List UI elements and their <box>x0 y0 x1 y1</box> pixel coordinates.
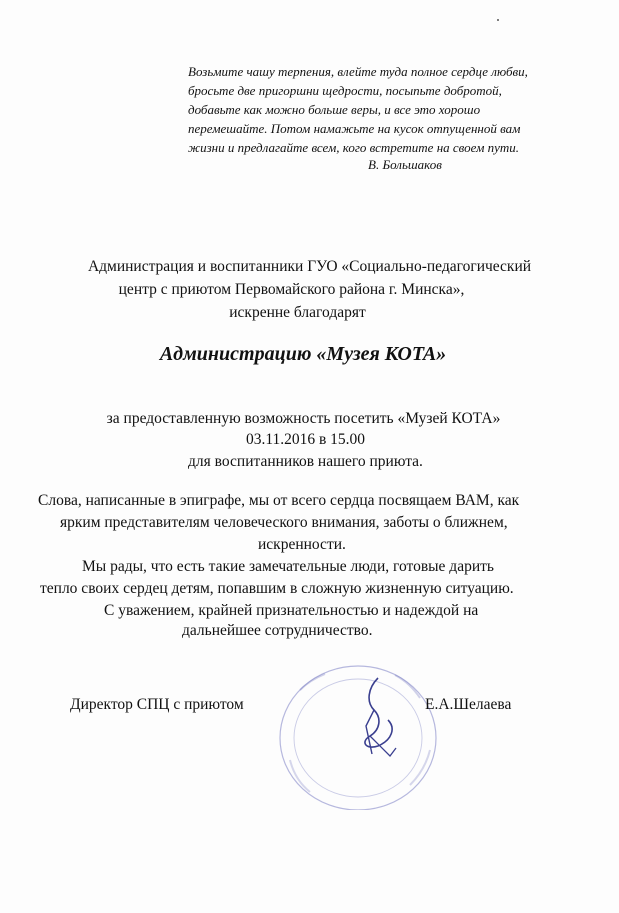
epigraph <box>188 62 588 157</box>
signature-title: Директор СПЦ с приютом <box>70 696 244 713</box>
body-line: дальнейшее сотрудничество. <box>182 622 373 639</box>
body-line: Слова, написанные в эпиграфе, мы от всего сердца посвящаем ВАМ, как <box>38 492 520 509</box>
epigraph-line: Возьмите чашу терпения, влейте туда полное сердце любви, <box>188 64 528 79</box>
handwritten-signature <box>365 678 396 756</box>
body-line: Мы рады, что есть такие замечательные люди, готовые дарить <box>82 558 494 575</box>
body-line: тепло своих сердец детям, попавшим в сложную жизненную ситуацию. <box>40 580 514 597</box>
body-line: ярким представителям человеческого внимания, заботы о ближнем, <box>60 514 508 531</box>
header-line: искренне благодарят <box>229 304 366 321</box>
signatory-name: Е.А.Шелаева <box>425 696 512 713</box>
header-line: Администрация и воспитанники ГУО «Социально-педагогический <box>87 258 532 275</box>
epigraph-line: перемешайте. Потом намажьте на кусок отпущенной вам <box>188 121 521 136</box>
epigraph-line: добавьте как можно больше веры, и все это хорошо <box>188 102 481 117</box>
header-line: центр с приютом Первомайского района г. Минска», <box>118 281 465 298</box>
official-stamp <box>270 650 440 810</box>
epigraph-line: жизни и предлагайте всем, кого встретите на своем пути. <box>188 140 520 155</box>
epigraph-author: В. Большаков <box>368 157 442 172</box>
body-line: искренности. <box>258 536 346 553</box>
body-line: С уважением, крайней признательностью и надеждой на <box>104 602 479 619</box>
occasion-line: за предоставленную возможность посетить «Музей КОТА» <box>106 410 501 427</box>
epigraph-line: бросьте две пригоршни щедрости, посыпьте добротой, <box>188 83 502 98</box>
occasion-date: 03.11.2016 в 15.00 <box>245 431 366 448</box>
occasion-line: для воспитанников нашего приюта. <box>188 453 423 470</box>
recipient-title: Администрацию «Музея КОТА» <box>159 343 447 365</box>
scan-speck <box>497 19 499 21</box>
